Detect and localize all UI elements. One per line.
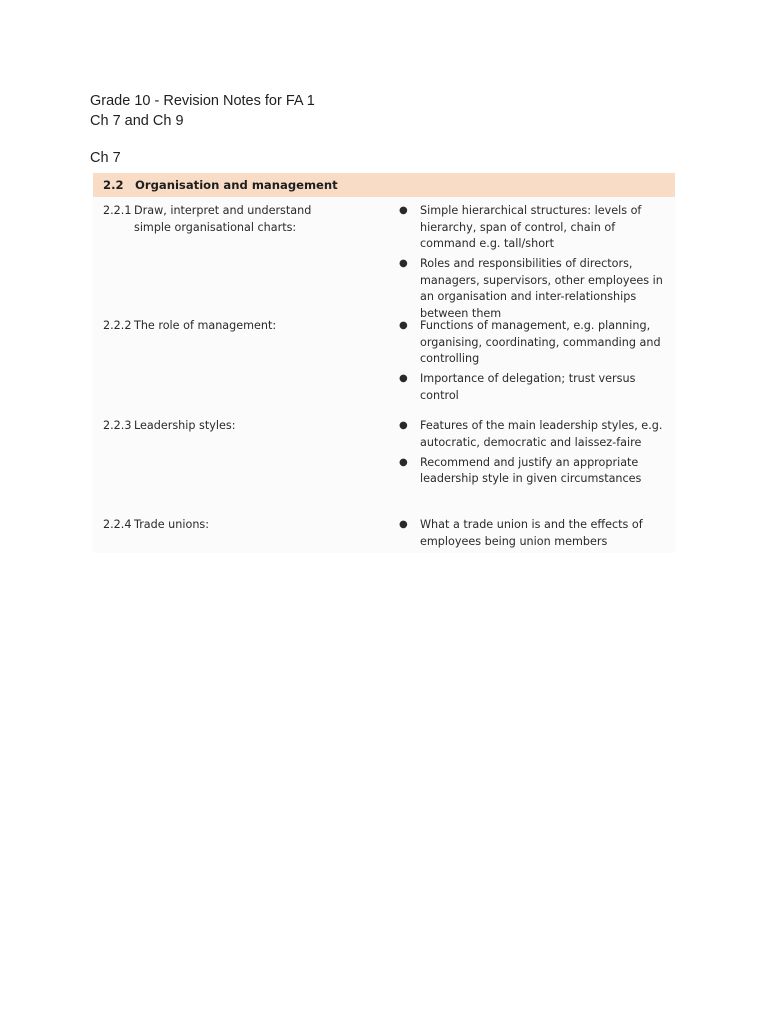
bullet-icon: ●: [399, 320, 408, 331]
row-points: [396, 318, 674, 408]
syllabus-section-number: 2.2: [103, 178, 124, 192]
point-text: Roles and responsibilities of directors, managers, supervisors, other employees in an organisation and inter-relationships between them: [420, 257, 663, 320]
row-topic: The role of management:: [134, 319, 277, 332]
list-item: [396, 517, 674, 550]
syllabus-table: [93, 173, 675, 553]
bullet-icon: ●: [399, 205, 408, 216]
syllabus-section-title: Organisation and management: [135, 178, 338, 192]
list-item: [396, 418, 674, 451]
list-item: [396, 371, 674, 404]
bullet-icon: ●: [399, 519, 408, 530]
row-points: [396, 418, 674, 491]
bullet-icon: ●: [399, 258, 408, 269]
row-points: [396, 203, 674, 326]
bullet-icon: ●: [399, 373, 408, 384]
list-item: [396, 455, 674, 488]
list-item: [396, 203, 674, 253]
list-item: [396, 256, 674, 322]
bullet-icon: ●: [399, 420, 408, 431]
row-topic: Leadership styles:: [134, 419, 236, 432]
row-topic: Trade unions:: [134, 518, 210, 531]
point-text: Functions of management, e.g. planning, organising, coordinating, commanding and controlling: [420, 319, 661, 365]
document-title: Grade 10 - Revision Notes for FA 1: [90, 93, 315, 109]
row-points: [396, 517, 674, 554]
syllabus-header: [93, 173, 675, 197]
row-code: 2.2.1: [103, 204, 132, 217]
row-code: 2.2.2: [103, 319, 132, 332]
point-text: What a trade union is and the effects of employees being union members: [420, 518, 643, 548]
point-text: Simple hierarchical structures: levels of hierarchy, span of control, chain of command e.g. tall/short: [420, 204, 642, 250]
document-subtitle: Ch 7 and Ch 9: [90, 113, 184, 129]
document-header: [90, 91, 315, 131]
section-label: Ch 7: [90, 150, 121, 166]
row-code: 2.2.3: [103, 419, 132, 432]
point-text: Importance of delegation; trust versus control: [420, 372, 636, 402]
point-text: Features of the main leadership styles, e.g. autocratic, democratic and laissez-faire: [420, 419, 663, 449]
point-text: Recommend and justify an appropriate leadership style in given circumstances: [420, 455, 642, 485]
list-item: [396, 318, 674, 368]
row-code: 2.2.4: [103, 518, 132, 531]
bullet-icon: ●: [399, 456, 408, 468]
row-topic: Draw, interpret and understand simple organisational charts:: [134, 204, 312, 234]
